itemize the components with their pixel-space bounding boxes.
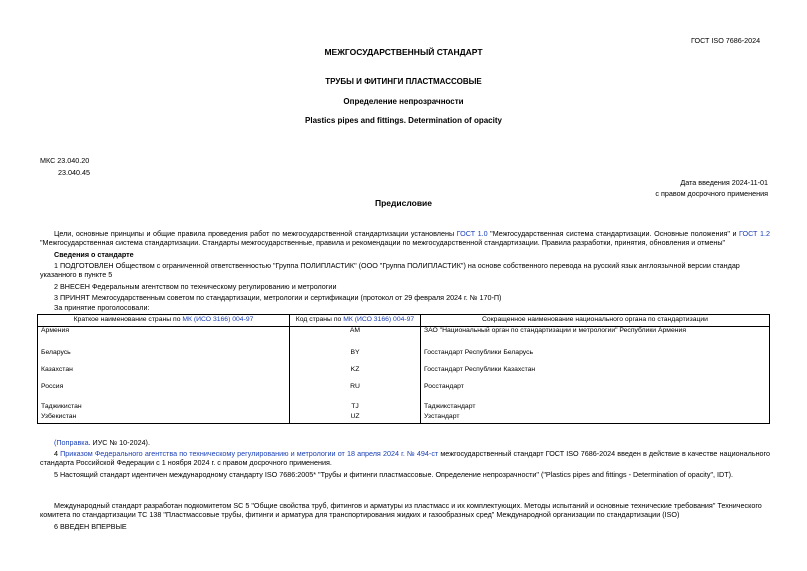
body-cell: ЗАО "Национальный орган по стандартизации и метрологии" Республики Армения: [424, 327, 686, 334]
p1-text-2: "Межгосударственная система стандартизации. Основные положения" и: [487, 229, 740, 238]
amendment-link[interactable]: (Поправка: [54, 438, 89, 447]
foreword-heading: Предисловие: [374, 198, 433, 208]
code-cell: RU: [290, 383, 421, 403]
code-cell: AM: [290, 327, 421, 350]
country-cell: Армения: [38, 327, 290, 350]
country-cell: Беларусь: [38, 349, 290, 366]
table-row: [38, 366, 770, 383]
code-cell: KZ: [290, 366, 421, 383]
subtitle-ru: Определение непрозрачности: [343, 97, 464, 106]
p1-text-1: Цели, основные принципы и общие правила проведения работ по межгосударственной стандартизации установлены: [54, 229, 457, 238]
country-cell: Таджикистан: [38, 403, 290, 413]
item-1: 1 ПОДГОТОВЛЕН Обществом с ограниченной ответственностью "Группа ПОЛИПЛАСТИК" (ООО "Группа ПОЛИПЛАСТИК") на основе собственного перевода на русский язык англоязычной версии стандар указанного в пункте 5: [40, 261, 740, 279]
item-3: 3 ПРИНЯТ Межгосударственным советом по стандартизации, метрологии и сертификации (протокол от 29 февраля 2024 г. № 170-П): [54, 293, 502, 302]
code-cell: TJ: [290, 403, 421, 413]
voting-states-table: [37, 314, 770, 424]
code-cell: BY: [290, 349, 421, 366]
document-code: ГОСТ ISO 7686-2024: [691, 36, 761, 45]
rosstandart-order-link[interactable]: Приказом Федерального агентства по техническому регулированию и метрологии от 18 апреля 2024 г. № 494-ст: [60, 449, 439, 458]
table-row: [38, 413, 770, 424]
body-cell: Таджикстандарт: [424, 403, 476, 410]
mks-code-2: 23.040.45: [58, 168, 90, 177]
item-4: 4 Приказом Федерального агентства по техническому регулированию и метрологии от 18 апреля 2024 г. № 494-ст межгосударственный стандарт ГОСТ ISO 7686-2024 введен в действие в качестве национального стандарта Российской Федерации с 1 ноября 2024 г. с правом досрочного применения.: [40, 449, 770, 467]
intro-date: Дата введения 2024-11-01: [680, 178, 768, 187]
table-row: [38, 349, 770, 366]
title-en: Plastics pipes and fittings. Determination of opacity: [305, 116, 502, 125]
item-5: 5 Настоящий стандарт идентичен международному стандарту ISO 7686:2005* "Трубы и фитинги пластмассовые. Определение непрозрачности" ("Plastics pipes and fittings - Determination of opacity", IDT).: [54, 470, 734, 479]
column-header-country: Краткое наименование страны по МК (ИСО 3166) 004-97: [38, 315, 290, 327]
foreword-paragraph-1: [40, 229, 770, 247]
gost-1-2-link[interactable]: ГОСТ 1.2: [739, 229, 770, 238]
voted-label: За принятие проголосовали:: [54, 303, 150, 312]
country-cell: Россия: [38, 383, 290, 403]
table-row: [38, 403, 770, 413]
mks-code-1: МКС 23.040.20: [40, 156, 90, 165]
table-row: [38, 327, 770, 350]
column-header-body: Сокращенное наименование национального органа по стандартизации: [421, 315, 770, 327]
code-cell: UZ: [290, 413, 421, 424]
early-use-note: с правом досрочного применения: [655, 189, 768, 198]
title-ru: ТРУБЫ И ФИТИНГИ ПЛАСТМАССОВЫЕ: [325, 77, 482, 86]
body-cell: Узстандарт: [424, 413, 460, 420]
body-cell: Росстандарт: [424, 383, 464, 390]
international-standard-note: Международный стандарт разработан подкомитетом SC 5 "Общие свойства труб, фитингов и арматуры из пластмасс и их комплектующих. Методы испытаний и основные технические требования" Технического комитета по стандартизации ТС 138 "Пластмассовые трубы, фитинги и арматура для транспортирования жидких и газообразных сред" Международной организации по стандартизации (ISO): [40, 501, 762, 519]
item-6: 6 ВВЕДЕН ВПЕРВЫЕ: [54, 522, 127, 531]
country-cell: Казахстан: [38, 366, 290, 383]
table-header-row: [38, 315, 770, 327]
body-cell: Госстандарт Республики Беларусь: [424, 349, 534, 356]
column-header-code: Код страны по МК (ИСО 3166) 004-97: [290, 315, 421, 327]
country-cell: Узбекистан: [38, 413, 290, 424]
gost-1-0-link[interactable]: ГОСТ 1.0: [456, 229, 488, 238]
item-2: 2 ВНЕСЕН Федеральным агентством по техническому регулированию и метрологии: [54, 282, 337, 291]
amendment-note: (Поправка. ИУС № 10-2024).: [54, 438, 150, 447]
standard-type: МЕЖГОСУДАРСТВЕННЫЙ СТАНДАРТ: [324, 47, 483, 57]
mk-iso-3166-link[interactable]: МК (ИСО 3166) 004-97: [343, 316, 415, 324]
table-row: [38, 383, 770, 403]
mk-iso-3166-link[interactable]: МК (ИСО 3166) 004-97: [182, 316, 254, 324]
p1-text-3: "Межгосударственная система стандартизации. Стандарты межгосударственные, правила и рекомендации по межгосударственной стандартизации. Правила разработки, принятия, обновления и отмены": [40, 238, 726, 247]
body-cell: Госстандарт Республики Казахстан: [424, 366, 536, 373]
standard-info-heading: Сведения о стандарте: [54, 250, 134, 259]
